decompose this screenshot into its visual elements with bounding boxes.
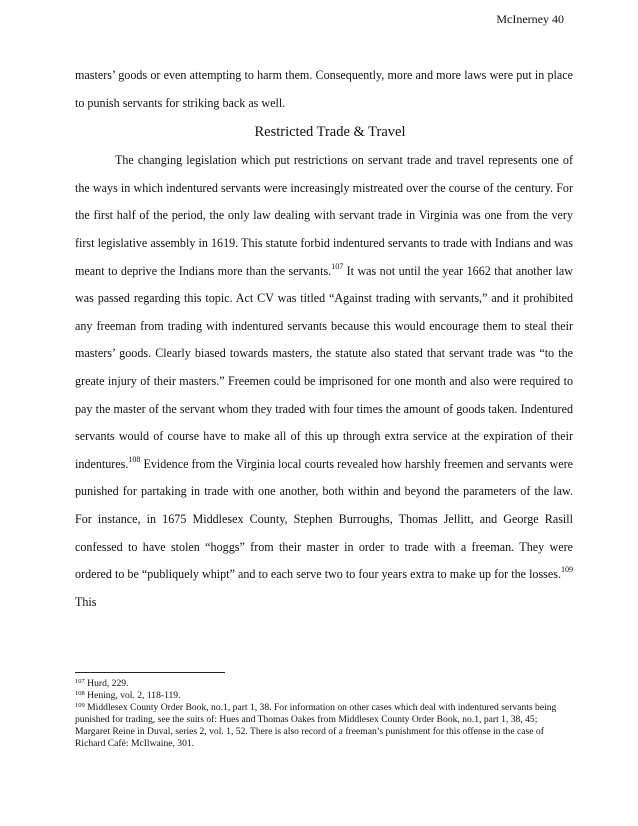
footnote-109 bbox=[75, 702, 573, 750]
footnote-107 bbox=[75, 678, 573, 690]
footnote-ref-109[interactable]: 109 bbox=[561, 565, 573, 575]
footnote-number: 107 bbox=[75, 678, 85, 685]
footnote-text: Middlesex County Order Book, no.1, part 1, 38. For information on other cases which deal with indentured servants being punished for trading, see the suits of: Hues and Thomas Oakes from Middlesex County Order Book, no.1, part 1, 38, 45; Margaret Reine in Duval, series 2, vol. 1, 52. There is also record of a freeman’s punishment for this offense in the case of Richard Café: McIlwaine, 301. bbox=[75, 702, 557, 749]
paragraph-text-3: Evidence from the Virginia local courts revealed how harshly freemen and servants were punished for partaking in trade with one another, both within and beyond the parameters of the law. For instance, in 1675 Middlesex County, Stephen Burroughs, Thomas Jellitt, and George Rasill confessed to have stolen “hoggs” from their master in order to trade with a freeman. They were ordered to be “publiquely whipt” and to each serve two to four years extra to make up for the losses. bbox=[75, 456, 573, 582]
carryover-paragraph: masters’ goods or even attempting to harm them. Consequently, more and more laws were put in place to punish servants for striking back as well. bbox=[75, 68, 573, 110]
paragraph-text-2: It was not until the year 1662 that another law was passed regarding this topic. Act CV was titled “Against trading with servants,” and it prohibited any freeman from trading with indentured servants because this would encourage them to steal their masters’ goods. Clearly biased towards masters, the statute also stated that servant trade was “to the greate injury of their masters.” Freemen could be imprisoned for one month and also were required to pay the master of the servant whom they traded with four times the amount of goods taken. Indentured servants would of course have to make all of this up through extra service at the expiration of their indentures. bbox=[75, 263, 573, 471]
paragraph-text-4: This bbox=[75, 594, 97, 609]
footnote-number: 108 bbox=[75, 690, 85, 697]
footnote-number: 109 bbox=[75, 702, 85, 709]
footnotes bbox=[75, 678, 573, 750]
footnote-ref-108[interactable]: 108 bbox=[128, 454, 141, 464]
paragraph-text-1: The changing legislation which put restrictions on servant trade and travel represents one of the ways in which indentured servants were increasingly mistreated over the course of the century. For the first half of the period, the only law dealing with servant trade in Virginia was one from the very first legislative assembly in 1619. This statute forbid indentured servants to trade with Indians and was meant to deprive the Indians more than the servants. bbox=[75, 153, 573, 278]
main-paragraph bbox=[75, 147, 573, 616]
section-heading: Restricted Trade & Travel bbox=[254, 124, 406, 141]
footnote-ref-107[interactable]: 107 bbox=[331, 261, 344, 271]
footnote-text: Hening, vol. 2, 118-119. bbox=[84, 690, 181, 701]
body-text bbox=[75, 62, 573, 616]
footnote-text: Hurd, 229. bbox=[84, 678, 129, 689]
footnote-divider bbox=[75, 672, 225, 673]
footnote-108 bbox=[75, 690, 573, 702]
running-head: McInerney 40 bbox=[496, 12, 564, 26]
